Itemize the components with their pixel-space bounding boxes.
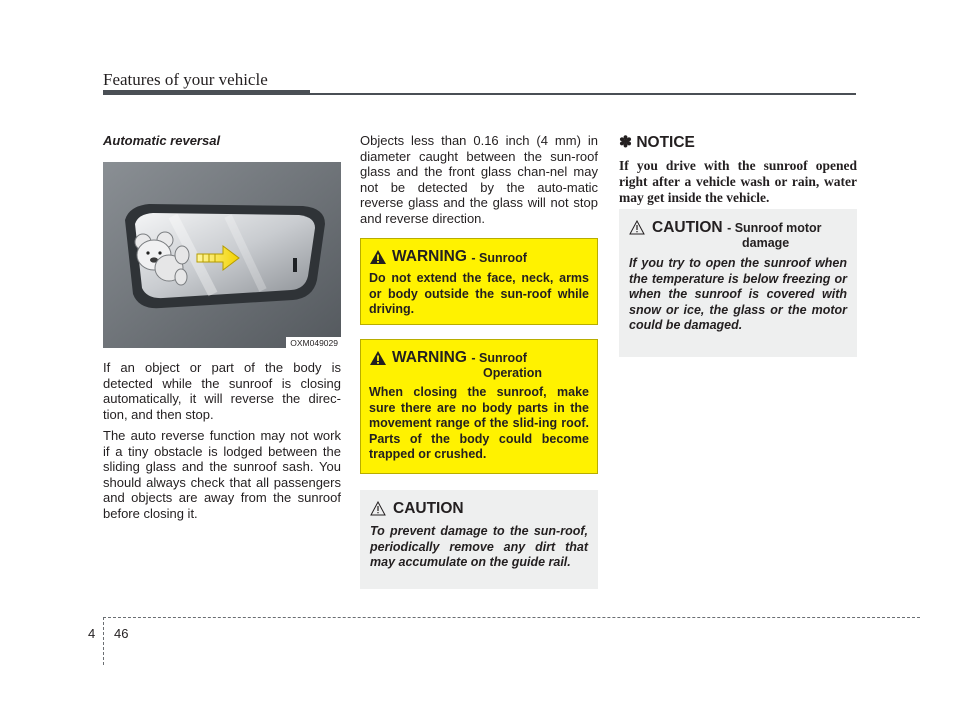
middle-body-text: Objects less than 0.16 inch (4 mm) in diameter caught between the sun-roof glass and the front glass chan-nel may not be detected by the auto-matic reverse glass and the glass will not stop and reverse direction. (360, 133, 598, 226)
warning-body: When closing the sunroof, make sure there are no body parts in the movement range of the slid-ing roof. Parts of the body could become trapped or crushed. (369, 385, 589, 461)
caution-subtitle-line2: damage (742, 236, 790, 250)
footer-rule (103, 617, 920, 618)
warning-triangle-icon (369, 249, 387, 265)
sunroof-illustration (103, 162, 341, 348)
middle-column (360, 133, 598, 226)
warning-subtitle-line2: Operation (483, 366, 543, 380)
notice-title-text: NOTICE (636, 134, 695, 151)
paragraph: If an object or part of the body is detected while the sunroof is closing automatically, it will reverse the direc-tion, and then stop. (103, 360, 341, 422)
caution-box-guide-rail (360, 490, 598, 589)
paragraph: The auto reverse function may not work if a tiny obstacle is lodged between the sliding glass and the sunroof sash. You should always check that all passengers and objects are away from the sunroof before closing it. (103, 428, 341, 521)
caution-subtitle: - Sunroof motor (727, 221, 822, 235)
notice-body: If you drive with the sunroof opened right after a vehicle wash or rain, water may get inside the vehicle. (619, 158, 857, 205)
caution-box-sunroof-motor (619, 209, 857, 357)
warning-box-sunroof (360, 238, 598, 325)
page-number: 46 (114, 626, 129, 641)
page-header-title: Features of your vehicle (103, 70, 268, 89)
sunroof-figure (103, 162, 341, 348)
warning-body: Do not extend the face, neck, arms or body outside the sun-roof while driving. (369, 271, 589, 316)
figure-label: OXM049029 (286, 337, 341, 348)
caution-title: CAUTION (652, 219, 723, 236)
caution-triangle-icon (629, 220, 645, 235)
header-rule-thick (103, 90, 310, 95)
left-body-text (103, 360, 341, 521)
warning-subtitle: - Sunroof (471, 351, 527, 365)
caution-triangle-icon (370, 501, 386, 516)
chapter-number: 4 (88, 626, 96, 641)
left-column (103, 133, 341, 521)
notice-title (619, 133, 857, 152)
section-heading: Automatic reversal (103, 133, 221, 148)
footer-divider (103, 617, 104, 665)
notice-section (619, 133, 857, 206)
notice-symbol: ✽ (619, 134, 632, 151)
caution-title: CAUTION (393, 500, 464, 517)
warning-subtitle: - Sunroof (471, 251, 527, 265)
warning-title: WARNING (392, 349, 467, 366)
caution-body: If you try to open the sunroof when the temperature is below freezing or when the sunroof is covered with snow or ice, the glass or the motor could be damaged. (629, 256, 847, 332)
warning-title: WARNING (392, 248, 467, 265)
caution-body: To prevent damage to the sun-roof, periodically remove any dirt that may accumulate on the guide rail. (370, 524, 588, 569)
warning-triangle-icon (369, 350, 387, 366)
header-rule-thin (310, 93, 856, 95)
warning-box-sunroof-operation (360, 339, 598, 474)
